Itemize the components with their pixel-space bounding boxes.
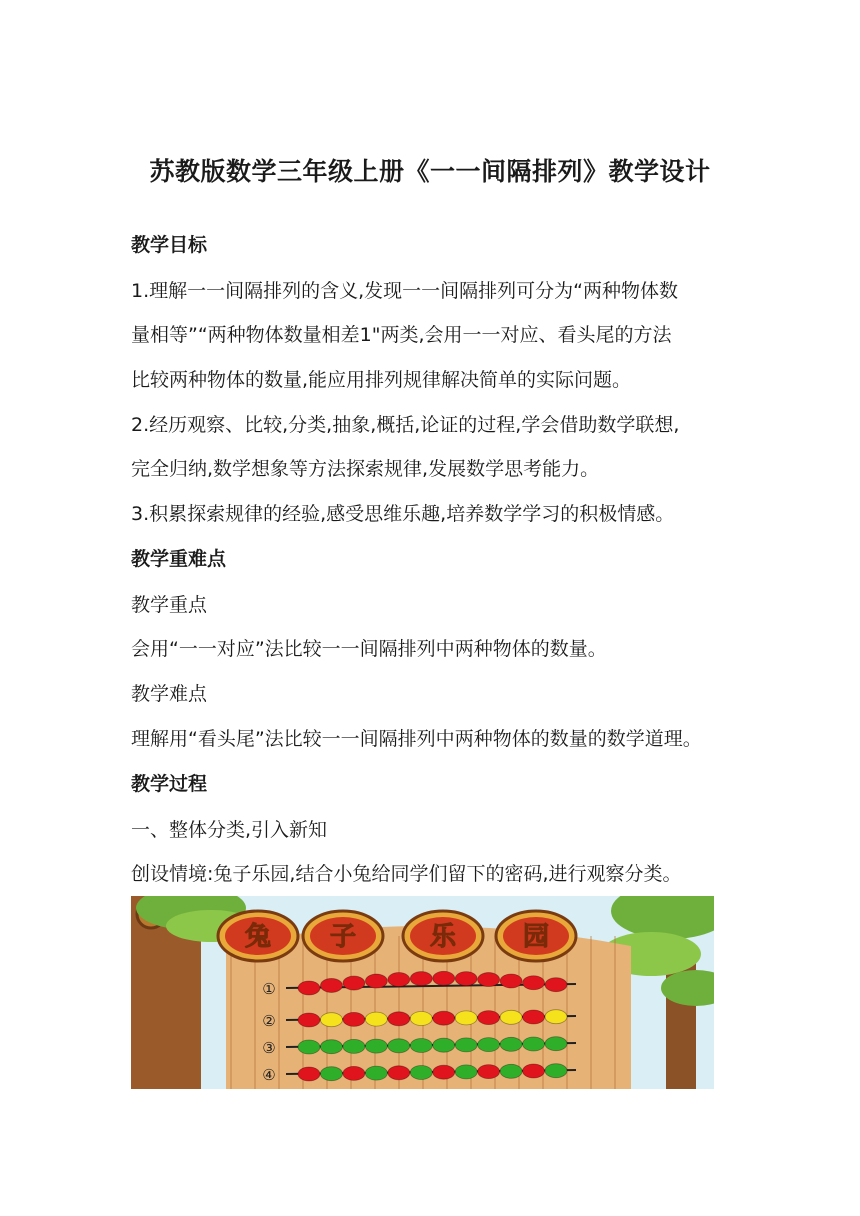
- key-point-label: 教学重点: [131, 594, 208, 616]
- bead-red: [478, 973, 500, 987]
- bead-red: [433, 1065, 455, 1079]
- bead-yellow: [365, 1012, 387, 1026]
- bead-green: [455, 1065, 477, 1079]
- bead-green: [545, 1064, 567, 1078]
- difficult-point-text: 理解用“看头尾”法比较一一间隔排列中两种物体的数量的数学道理。: [131, 728, 702, 750]
- bead-red: [343, 976, 365, 990]
- bead-red: [343, 1066, 365, 1080]
- goal-1-line-1: 1.理解一一间隔排列的含义,发现一一间隔排列可分为“两种物体数: [131, 280, 679, 302]
- bead-red: [298, 981, 320, 995]
- bead-yellow: [455, 1011, 477, 1025]
- bead-red: [388, 1012, 410, 1026]
- document-title: 苏教版数学三年级上册《一一间隔排列》教学设计: [149, 157, 711, 186]
- bead-red: [500, 974, 522, 988]
- row-label: ④: [262, 1066, 276, 1084]
- bead-red: [478, 1065, 500, 1079]
- heading-teaching-process: 教学过程: [131, 773, 208, 795]
- sign-character: 园: [522, 922, 550, 952]
- sign-1: [218, 911, 298, 961]
- bead-yellow: [500, 1010, 522, 1024]
- bead-green: [455, 1038, 477, 1052]
- goal-2-line-1: 2.经历观察、比较,分类,抽象,概括,论证的过程,学会借助数学联想,: [131, 414, 680, 436]
- bead-red: [298, 1067, 320, 1081]
- key-point-text: 会用“一一对应”法比较一一间隔排列中两种物体的数量。: [131, 638, 607, 660]
- bead-red: [433, 971, 455, 985]
- bead-red: [388, 973, 410, 987]
- bead-red: [410, 972, 432, 986]
- bead-green: [320, 1040, 342, 1054]
- row-label: ③: [262, 1039, 276, 1057]
- goal-2-line-2: 完全归纳,数学想象等方法探索规律,发展数学思考能力。: [131, 458, 600, 480]
- bead-green: [320, 1067, 342, 1081]
- heading-key-difficult-points: 教学重难点: [131, 548, 227, 570]
- bead-green: [388, 1039, 410, 1053]
- bead-red: [320, 978, 342, 992]
- bead-red: [343, 1012, 365, 1026]
- sign-2: [303, 911, 383, 961]
- bead-red: [365, 974, 387, 988]
- sign-3: [403, 911, 483, 961]
- bead-yellow: [410, 1012, 432, 1026]
- bead-green: [433, 1038, 455, 1052]
- bead-red: [298, 1013, 320, 1027]
- bead-green: [545, 1037, 567, 1051]
- step-1-heading: 一、整体分类,引入新知: [131, 819, 328, 841]
- sign-character: 子: [329, 922, 357, 952]
- heading-teaching-goals: 教学目标: [131, 234, 208, 256]
- bead-red: [523, 976, 545, 990]
- bead-red: [523, 1010, 545, 1024]
- bead-green: [478, 1038, 500, 1052]
- bead-red: [523, 1064, 545, 1078]
- bead-red: [455, 972, 477, 986]
- row-label: ②: [262, 1012, 276, 1030]
- bead-green: [523, 1037, 545, 1051]
- goal-3-line-1: 3.积累探索规律的经验,感受思维乐趣,培养数学学习的积极情感。: [131, 503, 675, 525]
- bead-green: [343, 1039, 365, 1053]
- sign-character: 乐: [429, 922, 457, 952]
- difficult-point-label: 教学难点: [131, 683, 208, 705]
- bead-red: [478, 1011, 500, 1025]
- goal-1-line-2: 量相等”“两种物体数量相差1"两类,会用一一对应、看头尾的方法: [131, 324, 672, 346]
- bead-green: [410, 1039, 432, 1053]
- row-label: ①: [262, 980, 276, 998]
- step-1-text: 创设情境:兔子乐园,结合小兔给同学们留下的密码,进行观察分类。: [131, 863, 682, 885]
- sign-character: 兔: [244, 922, 272, 952]
- bead-red: [433, 1011, 455, 1025]
- rabbit-park-scene: [131, 896, 714, 1089]
- bead-green: [500, 1064, 522, 1078]
- bead-yellow: [320, 1013, 342, 1027]
- bead-green: [410, 1066, 432, 1080]
- rabbit-park-illustration: [131, 896, 714, 1089]
- bead-green: [365, 1066, 387, 1080]
- bead-red: [388, 1066, 410, 1080]
- bead-red: [545, 978, 567, 992]
- bead-green: [365, 1039, 387, 1053]
- bead-yellow: [545, 1010, 567, 1024]
- goal-1-line-3: 比较两种物体的数量,能应用排列规律解决简单的实际问题。: [131, 369, 632, 391]
- sign-4: [496, 911, 576, 961]
- bead-green: [500, 1037, 522, 1051]
- bead-green: [298, 1040, 320, 1054]
